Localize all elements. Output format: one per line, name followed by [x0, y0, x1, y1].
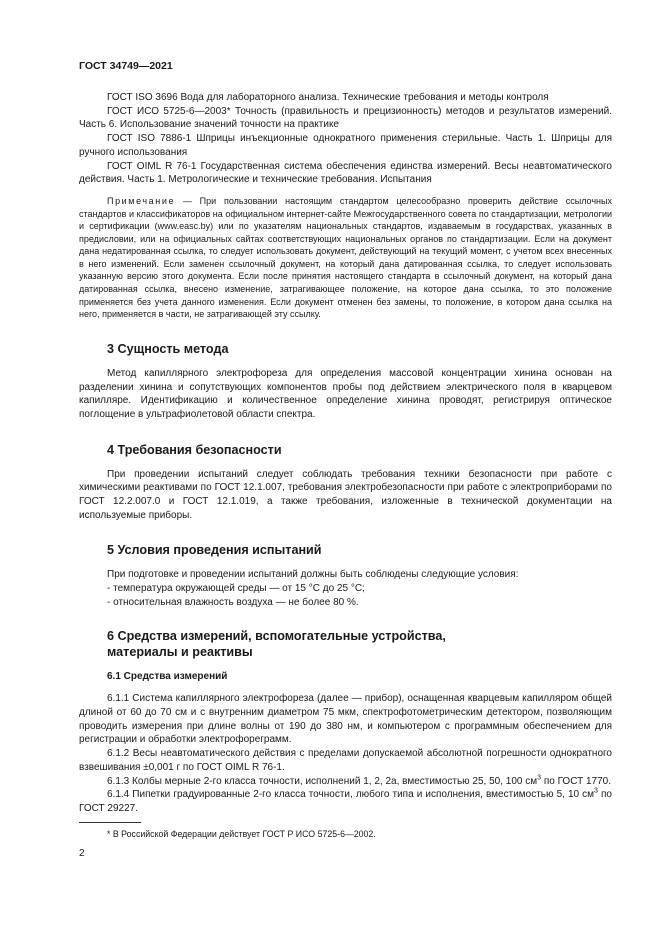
page-number: 2 [79, 848, 85, 859]
ref-oiml-r76-1: ГОСТ OIML R 76-1 Государственная система обеспечения единства измерений. Весы неавтоматического действия. Часть 1. Метрологические и технические требования. Испытания [79, 160, 612, 186]
ref-iso-5725-6: ГОСТ ИСО 5725-6—2003* Точность (правильность и прецизионность) методов и результатов измерений. Часть 6. Использование значений точности на практике [79, 105, 612, 131]
clause-6-1-1: 6.1.1 Система капиллярного электрофореза (далее — прибор), оснащенная кварцевым капилляром общей длиной от 60 до 70 см и с внутренним диаметром 75 мкм, спектрофотометрическим детектором, позволяющим проводить измерения при длине волны от 190 до 380 нм, и компьютером с программным обеспечением для регистрации и обработки электрофореграмм. [79, 693, 612, 746]
note [79, 195, 612, 321]
clause-6-1-4: 6.1.4 Пипетки градуированные 2-го класса точности, любого типа и исполнения, вместимостью 5, 10 $см^3$ по ГОСТ 29227. [79, 787, 612, 814]
clause-6-1-3: 6.1.3 Колбы мерные 2-го класса точности, исполнений 1, 2, 2а, вместимостью 25, 50, 100 $см^3$ по ГОСТ 1770. [107, 774, 612, 787]
section-6-title-line2: материалы и реактивы [107, 644, 253, 659]
section-3-text: Метод капиллярного электрофореза для определения массовой концентрации хинина основан на разделении хинина и сопутствующих компонентов пробы под действием электрического поля в кварцевом капилляре. Идентификацию и количественное определение хинина проводят, регистрируя оптическое поглощение в ультрафиолетовой области спектра. [79, 367, 612, 420]
section-4-text: При проведении испытаний следует соблюдать требования техники безопасности при работе с химическими реактивами по ГОСТ 12.1.007, требования электробезопасности при работе с электроприборами по ГОСТ 12.2.007.0 и ГОСТ 12.1.019, а также требования, изложенные в технической документации на используемые приборы. [79, 468, 612, 521]
note-label: Примечание [107, 195, 176, 206]
ref-iso-3696: ГОСТ ISO 3696 Вода для лабораторного анализа. Технические требования и методы контроля [107, 92, 549, 103]
ref-iso-7886-1: ГОСТ ISO 7886-1 Шприцы инъекционные однократного применения стерильные. Часть 1. Шприцы для ручного использования [79, 133, 612, 158]
condition-temperature: - температура окружающей среды — от 15 °С до 25 °С; [107, 583, 365, 595]
page-body [79, 91, 612, 816]
section-3-title: 3 Сущность метода [107, 341, 229, 356]
section-6-title-line1: 6 Средства измерений, вспомогательные устройства, [107, 628, 446, 643]
section-4-title: 4 Требования безопасности [107, 442, 282, 457]
section-5-intro: При подготовке и проведении испытаний должны быть соблюдены следующие условия: [107, 569, 519, 581]
footnote-rule [79, 822, 141, 823]
running-header: ГОСТ 34749—2021 [79, 60, 173, 72]
subsection-6-1-title: 6.1 Средства измерений [107, 670, 228, 682]
footnote: * В Российской Федерации действует ГОСТ Р ИСО 5725-6—2002. [107, 829, 376, 839]
note-text: — При пользовании настоящим стандартом целесообразно проверить действие ссылочных стандартов и классификаторов на официальном интернет-сайте Межгосударственного совета по стандартизации, метрологии и сертификации (www.easc.by) или по указателям национальных стандартов, издаваемым в государствах, указанных в предисловии, или на официальных сайтах соответствующих национальных органов по стандартизации. Если на документ дана недатированная ссылка, то следует использовать документ, действующий на текущий момент, с учетом всех внесенных в него изменений. Если заменен ссылочный документ, на который дана датированная ссылка, то следует использовать указанную версию этого документа. Если после принятия настоящего стандарта в ссылочный документ, на который дана датированная ссылка, внесено изменение, затрагивающее положение, на которое дана ссылка, то это положение применяется без учета данного изменения. Если документ отменен без замены, то положение, в котором дана ссылка на него, применяется в части, не затрагивающей эту ссылку. [79, 195, 612, 320]
condition-humidity: - относительная влажность воздуха — не более 80 %. [107, 596, 359, 608]
clause-6-1-2: 6.1.2 Весы неавтоматического действия с пределами допускаемой абсолютной погрешности однократного взвешивания ±0,001 г по ГОСТ OIML R 76-1. [79, 748, 612, 773]
section-5-title: 5 Условия проведения испытаний [107, 543, 322, 558]
